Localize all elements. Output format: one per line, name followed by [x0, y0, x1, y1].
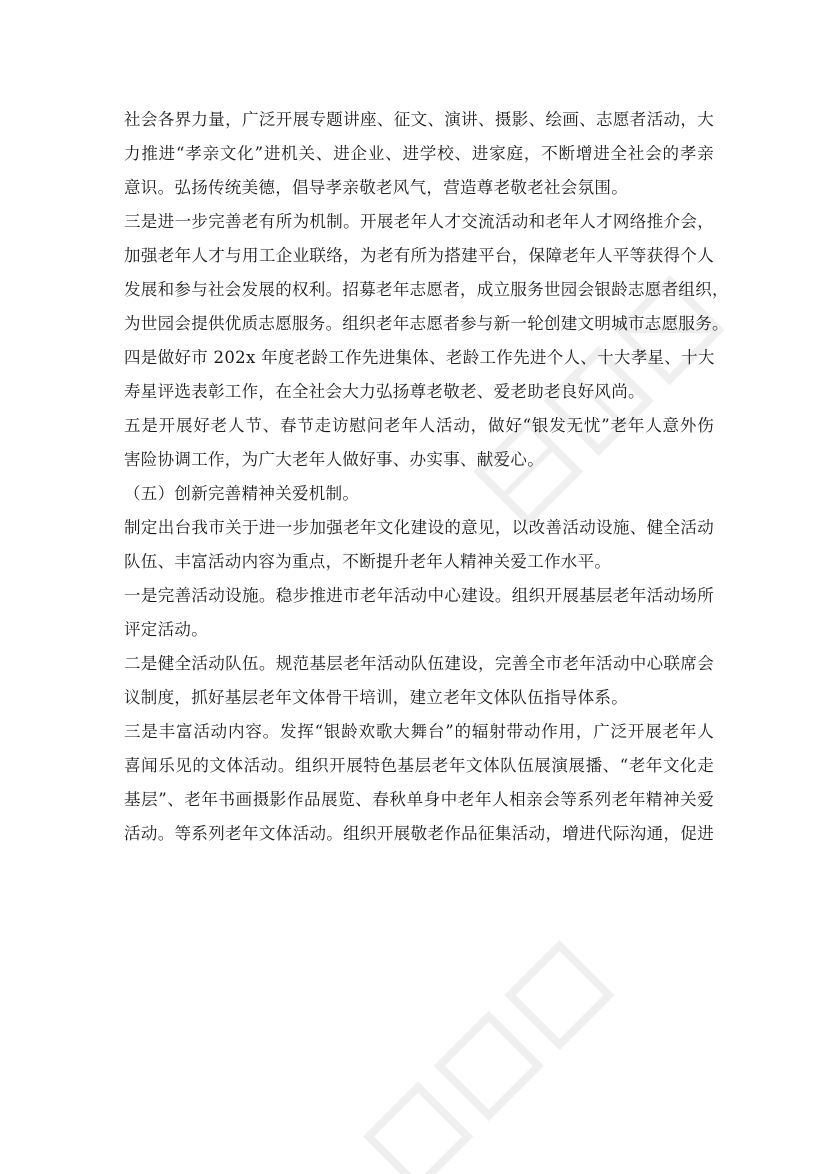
paragraph-facilities: [124, 579, 714, 647]
paragraph-commendation: [124, 341, 714, 409]
document-body: [124, 103, 729, 851]
text-line: 为世园会提供优质志愿服务。组织老年志愿者参与新一轮创建文明城市志愿服务。: [124, 314, 729, 333]
watermark-icon: [333, 903, 687, 1174]
paragraph-elderly-contribution: [124, 205, 729, 341]
paragraph-teams: [124, 647, 714, 715]
text-line: 力推进“孝亲文化”进机关、进企业、进学校、进家庭，不断增进全社会的孝亲: [124, 144, 714, 163]
text-line: 寿星评选表彰工作，在全社会大力弘扬尊老敬老、爱老助老良好风尚。: [124, 382, 645, 401]
text-line: 制定出台我市关于进一步加强老年文化建设的意见，以改善活动设施、健全活动: [124, 518, 714, 537]
paragraph-festival-visits: [124, 409, 714, 477]
text-line: 四是做好市 202x 年度老龄工作先进集体、老龄工作先进个人、十大孝星、十大: [124, 348, 715, 367]
text-line: 活动。等系列老年文体活动。组织开展敬老作品征集活动，增进代际沟通，促进: [124, 824, 714, 843]
section-heading: [124, 477, 714, 511]
paragraph-activities: [124, 715, 714, 851]
text-line: 评定活动。: [124, 620, 208, 639]
text-line: 加强老年人才与用工企业联络，为老有所为搭建平台，保障老年人平等获得个人: [124, 246, 714, 265]
paragraph-filial-culture: [124, 103, 714, 205]
text-line: 三是进一步完善老有所为机制。开展老年人才交流活动和老年人才网络推介会，: [124, 212, 714, 231]
text-line: 一是完善活动设施。稳步推进市老年活动中心建设。组织开展基层老年活动场所: [124, 586, 714, 605]
text-line: 五是开展好老人节、春节走访慰问老年人活动，做好“银发无忧”老年人意外伤: [124, 416, 714, 435]
section-title: （五）创新完善精神关爱机制。: [124, 484, 360, 503]
text-line: 害险协调工作，为广大老年人做好事、办实事、献爱心。: [124, 450, 544, 469]
text-line: 发展和参与社会发展的权利。招募老年志愿者，成立服务世园会银龄志愿者组织，: [124, 280, 729, 299]
text-line: 社会各界力量，广泛开展专题讲座、征文、演讲、摄影、绘画、志愿者活动，大: [124, 110, 714, 129]
text-line: 喜闻乐见的文体活动。组织开展特色基层老年文体队伍展演展播、“老年文化走: [124, 756, 714, 775]
text-line: 意识。弘扬传统美德，倡导孝亲敬老风气，营造尊老敬老社会氛围。: [124, 178, 628, 197]
text-line: 二是健全活动队伍。规范基层老年活动队伍建设，完善全市老年活动中心联席会: [124, 654, 714, 673]
text-line: 议制度，抓好基层老年文体骨干培训，建立老年文体队伍指导体系。: [124, 688, 628, 707]
text-line: 基层”、老年书画摄影作品展览、春秋单身中老年人相亲会等系列老年精神关爱: [124, 790, 714, 809]
paragraph-culture-policy: [124, 511, 714, 579]
text-line: 三是丰富活动内容。发挥“银龄欢歌大舞台”的辐射带动作用，广泛开展老年人: [124, 722, 714, 741]
text-line: 队伍、丰富活动内容为重点，不断提升老年人精神关爱工作水平。: [124, 552, 612, 571]
